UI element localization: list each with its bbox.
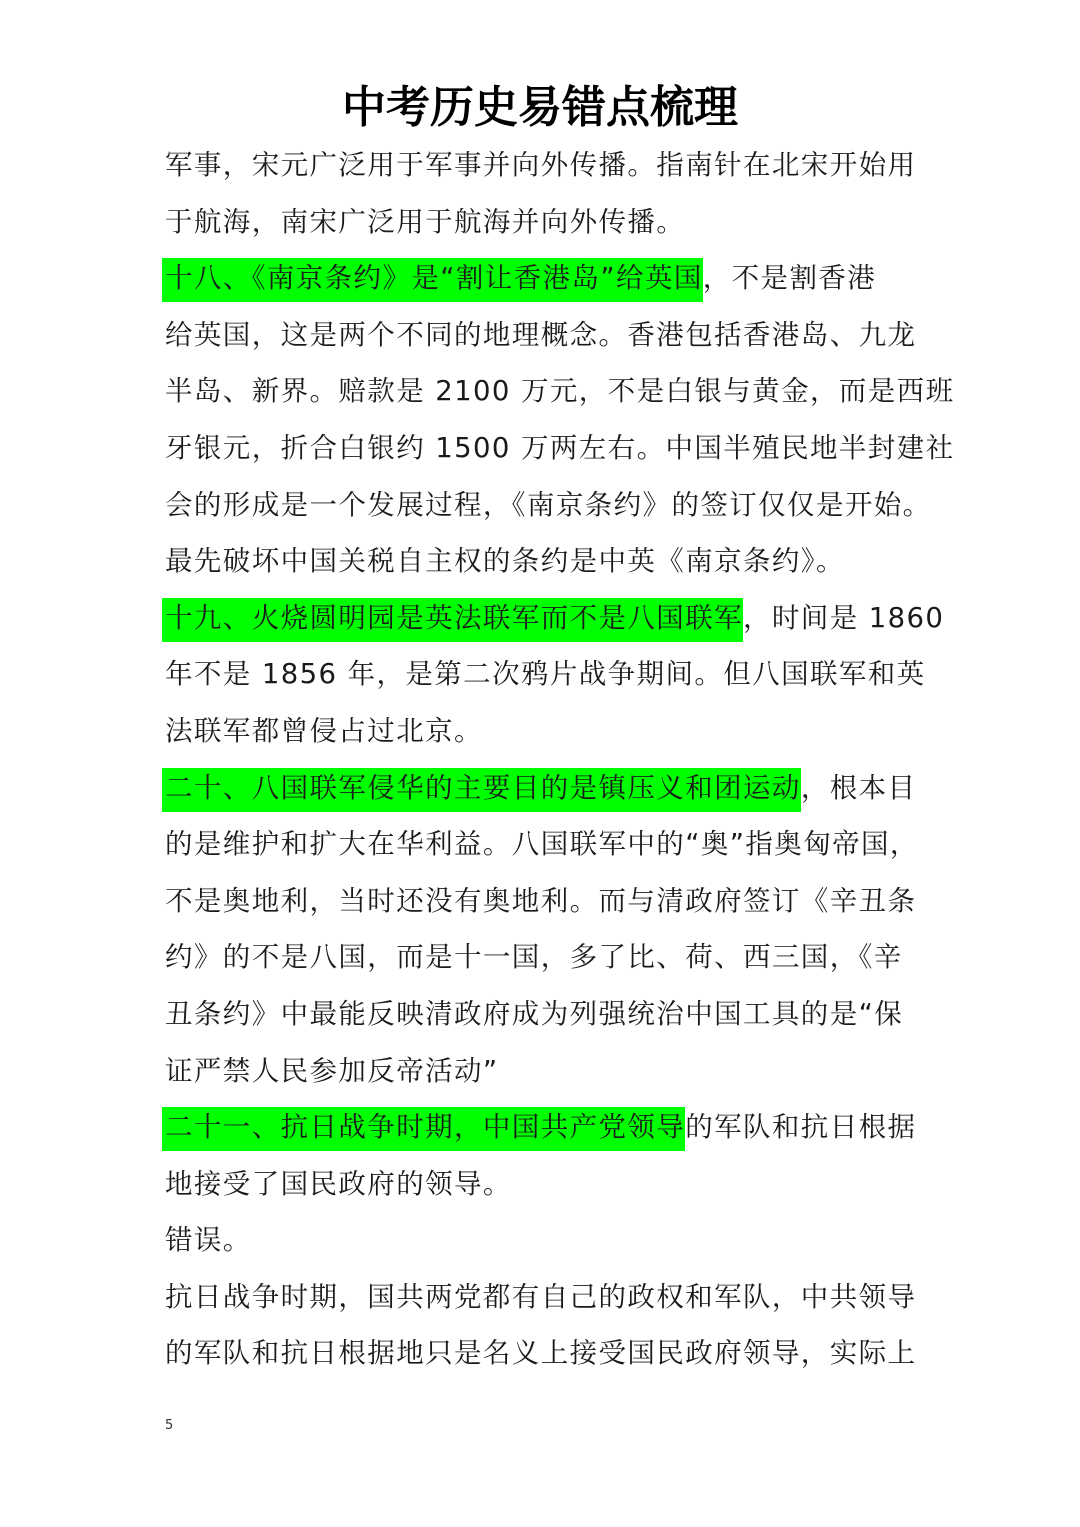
text-line (165, 816, 925, 873)
text-line (165, 420, 955, 477)
line-text: 的是维护和扩大在华利益。八国联军中的“奥”指奥匈帝国， (165, 828, 919, 861)
line-text: 军事，宋元广泛用于军事并向外传播。指南针在北宋开始用 (165, 149, 917, 181)
highlighted-heading: 二十、八国联军侵华的主要目的是镇压义和团运动 (162, 768, 801, 812)
page-number: 5 (165, 1418, 174, 1433)
text-line (165, 307, 925, 364)
line-text: 法联军都曾侵占过北京。 (165, 714, 483, 747)
text-line (165, 646, 925, 703)
text-line (165, 477, 932, 534)
text-line (165, 250, 925, 307)
text-line (165, 1099, 925, 1156)
line-text: ，根本目 (800, 771, 917, 804)
text-line (165, 590, 945, 647)
line-text: 不是奥地利，当时还没有奥地利。而与清政府签订《辛丑条 (165, 884, 917, 917)
document-body (165, 137, 955, 1382)
text-line (165, 929, 925, 986)
text-line (165, 703, 925, 760)
text-line (165, 363, 955, 420)
line-text: 丑条约》中最能反映清政府成为列强统治中国工具的是“保 (165, 997, 904, 1030)
text-line (165, 760, 925, 817)
line-text: 约》的不是八国，而是十一国，多了比、荷、西三国，《辛 (165, 941, 903, 974)
line-text: 的军队和抗日根据地只是名义上接受国民政府领导，实际上 (165, 1337, 917, 1370)
line-text: 最先破坏中国关税自主权的条约是中英《南京条约》。 (165, 545, 845, 578)
text-line (165, 137, 925, 194)
highlighted-heading: 十九、火烧圆明园是英法联军而不是八国联军 (162, 598, 743, 642)
text-line (165, 1043, 925, 1100)
line-text: 错误。 (165, 1224, 252, 1257)
page-title: 中考历史易错点梳理 (342, 82, 738, 133)
text-line (165, 873, 925, 930)
line-text: 牙银元，折合白银约 1500 万两左右。中国半殖民地半封建社 (165, 431, 955, 464)
text-line (165, 1325, 925, 1382)
text-line (165, 533, 925, 590)
text-line (165, 986, 925, 1043)
line-text: 半岛、新界。赔款是 2100 万元，不是白银与黄金，而是西班 (165, 375, 955, 408)
text-line (165, 1156, 925, 1213)
highlighted-heading: 十八、《南京条约》是“割让香港岛”给英国 (162, 258, 703, 302)
text-line (165, 1212, 925, 1269)
line-text: 地接受了国民政府的领导。 (165, 1167, 512, 1200)
line-text: 给英国，这是两个不同的地理概念。香港包括香港岛、九龙 (165, 318, 917, 351)
line-text: 于航海，南宋广泛用于航海并向外传播。 (165, 205, 686, 238)
line-text: 证严禁人民参加反帝活动” (165, 1054, 499, 1087)
line-text: 年不是 1856 年，是第二次鸦片战争期间。但八国联军和英 (165, 658, 926, 691)
text-line (165, 194, 925, 251)
line-text: ，时间是 1860 (743, 601, 945, 634)
text-line (165, 1269, 925, 1326)
line-text: 抗日战争时期，国共两党都有自己的政权和军队，中共领导 (165, 1280, 917, 1313)
line-text: 会的形成是一个发展过程，《南京条约》的签订仅仅是开始。 (165, 488, 932, 521)
line-text: 的军队和抗日根据 (685, 1111, 917, 1144)
line-text: ，不是割香港 (702, 262, 877, 295)
highlighted-heading: 二十一、抗日战争时期，中国共产党领导 (162, 1107, 685, 1151)
